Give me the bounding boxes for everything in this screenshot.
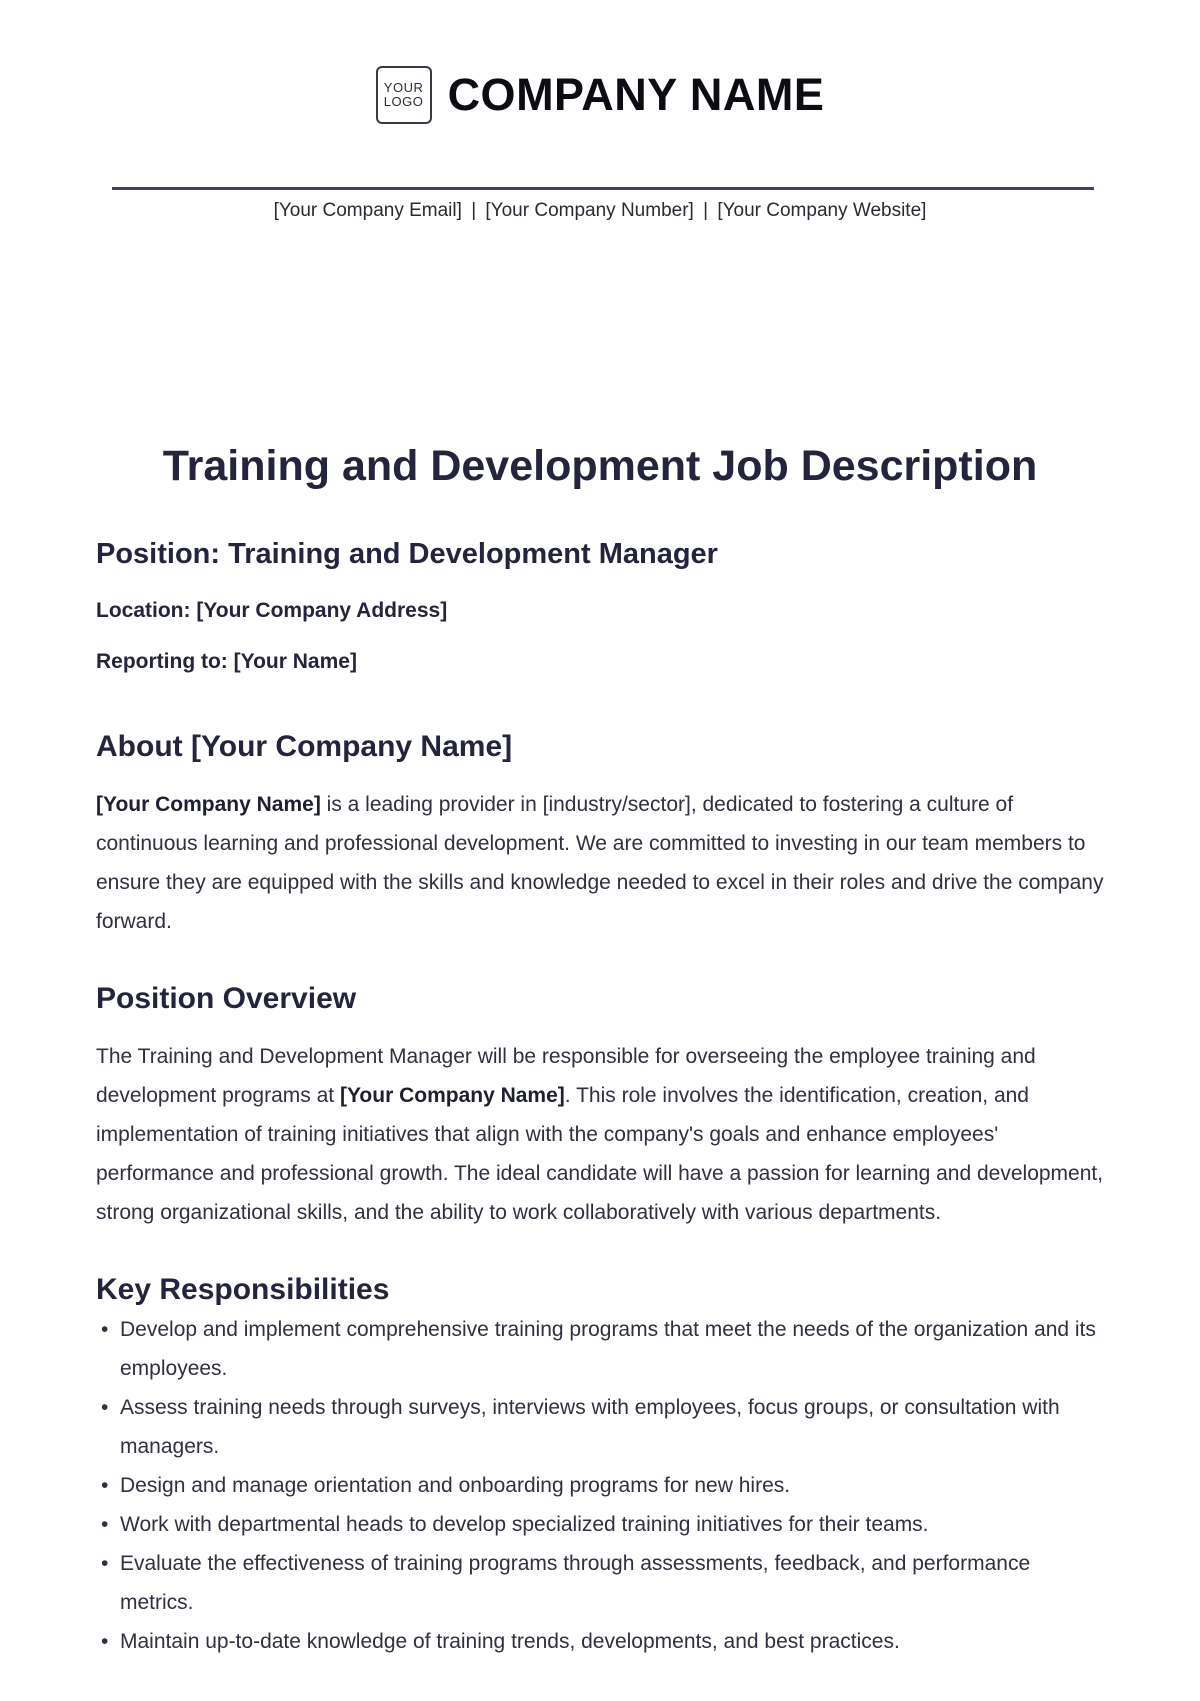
responsibilities-list [96,1310,1106,1661]
overview-heading: Position Overview [96,982,357,1015]
bullet-icon: • [101,1474,109,1497]
document-title: Training and Development Job Description [162,442,1038,490]
position-heading: Position: Training and Development Manager [96,538,718,570]
company-website: [Your Company Website] [717,200,927,221]
list-item [96,1622,1106,1661]
company-name-bold: [Your Company Name] [339,1084,565,1107]
overview-paragraph [96,1037,1106,1232]
header-divider [112,187,1094,190]
bullet-icon: • [101,1318,109,1341]
company-name-bold: [Your Company Name] [96,793,321,816]
list-item [96,1466,1106,1505]
list-item [96,1544,1106,1622]
contact-separator: | [703,200,709,221]
responsibilities-heading: Key Responsibilities [96,1273,390,1306]
list-item [96,1388,1106,1466]
list-item [96,1310,1106,1388]
list-item-text: Develop and implement comprehensive training programs that meet the needs of the organization and its employees. [120,1318,1096,1380]
company-name: COMPANY NAME [447,69,825,120]
company-number: [Your Company Number] [485,200,694,221]
company-email: [Your Company Email] [273,200,462,221]
company-logo [376,66,432,124]
bullet-icon: • [101,1396,109,1419]
bullet-icon: • [101,1513,109,1536]
bullet-icon: • [101,1630,109,1653]
logo-text-line: LOGO [383,94,424,109]
contact-separator: | [471,200,477,221]
document-body [96,535,1106,1661]
list-item-text: Work with departmental heads to develop specialized training initiatives for their teams. [120,1513,929,1536]
list-item [96,1505,1106,1544]
about-paragraph [96,785,1106,941]
list-item-text: Maintain up-to-date knowledge of training trends, developments, and best practices. [120,1630,900,1653]
about-text: is a leading provider in [industry/sector], dedicated to fostering a culture of continuous learning and professional development. We are committed to investing in our team members to ensure they are equipped with the skills and knowledge needed to excel in their roles and drive the company forward. [96,793,1104,933]
overview-text-end: . This role involves the identification, creation, and implementation of training initiatives that align with the company's goals and enhance employees' performance and professional growth. The ideal candidate will have a passion for learning and development, strong organizational skills, and the ability to work collaboratively with various departments. [96,1084,1104,1224]
list-item-text: Assess training needs through surveys, interviews with employees, focus groups, or consultation with managers. [120,1396,1060,1458]
list-item-text: Evaluate the effectiveness of training programs through assessments, feedback, and performance metrics. [120,1552,1031,1614]
overview-text-start: The Training and Development Manager will be responsible for overseeing the employee training and development programs at [96,1045,1036,1107]
bullet-icon: • [101,1552,109,1575]
logo-text-line: YOUR [383,80,424,95]
reporting-line: Reporting to: [Your Name] [96,650,357,673]
contact-info [0,200,1200,222]
location-line: Location: [Your Company Address] [96,599,448,622]
about-heading: About [Your Company Name] [96,730,513,763]
list-item-text: Design and manage orientation and onboarding programs for new hires. [120,1474,791,1497]
company-brand [0,66,1200,124]
